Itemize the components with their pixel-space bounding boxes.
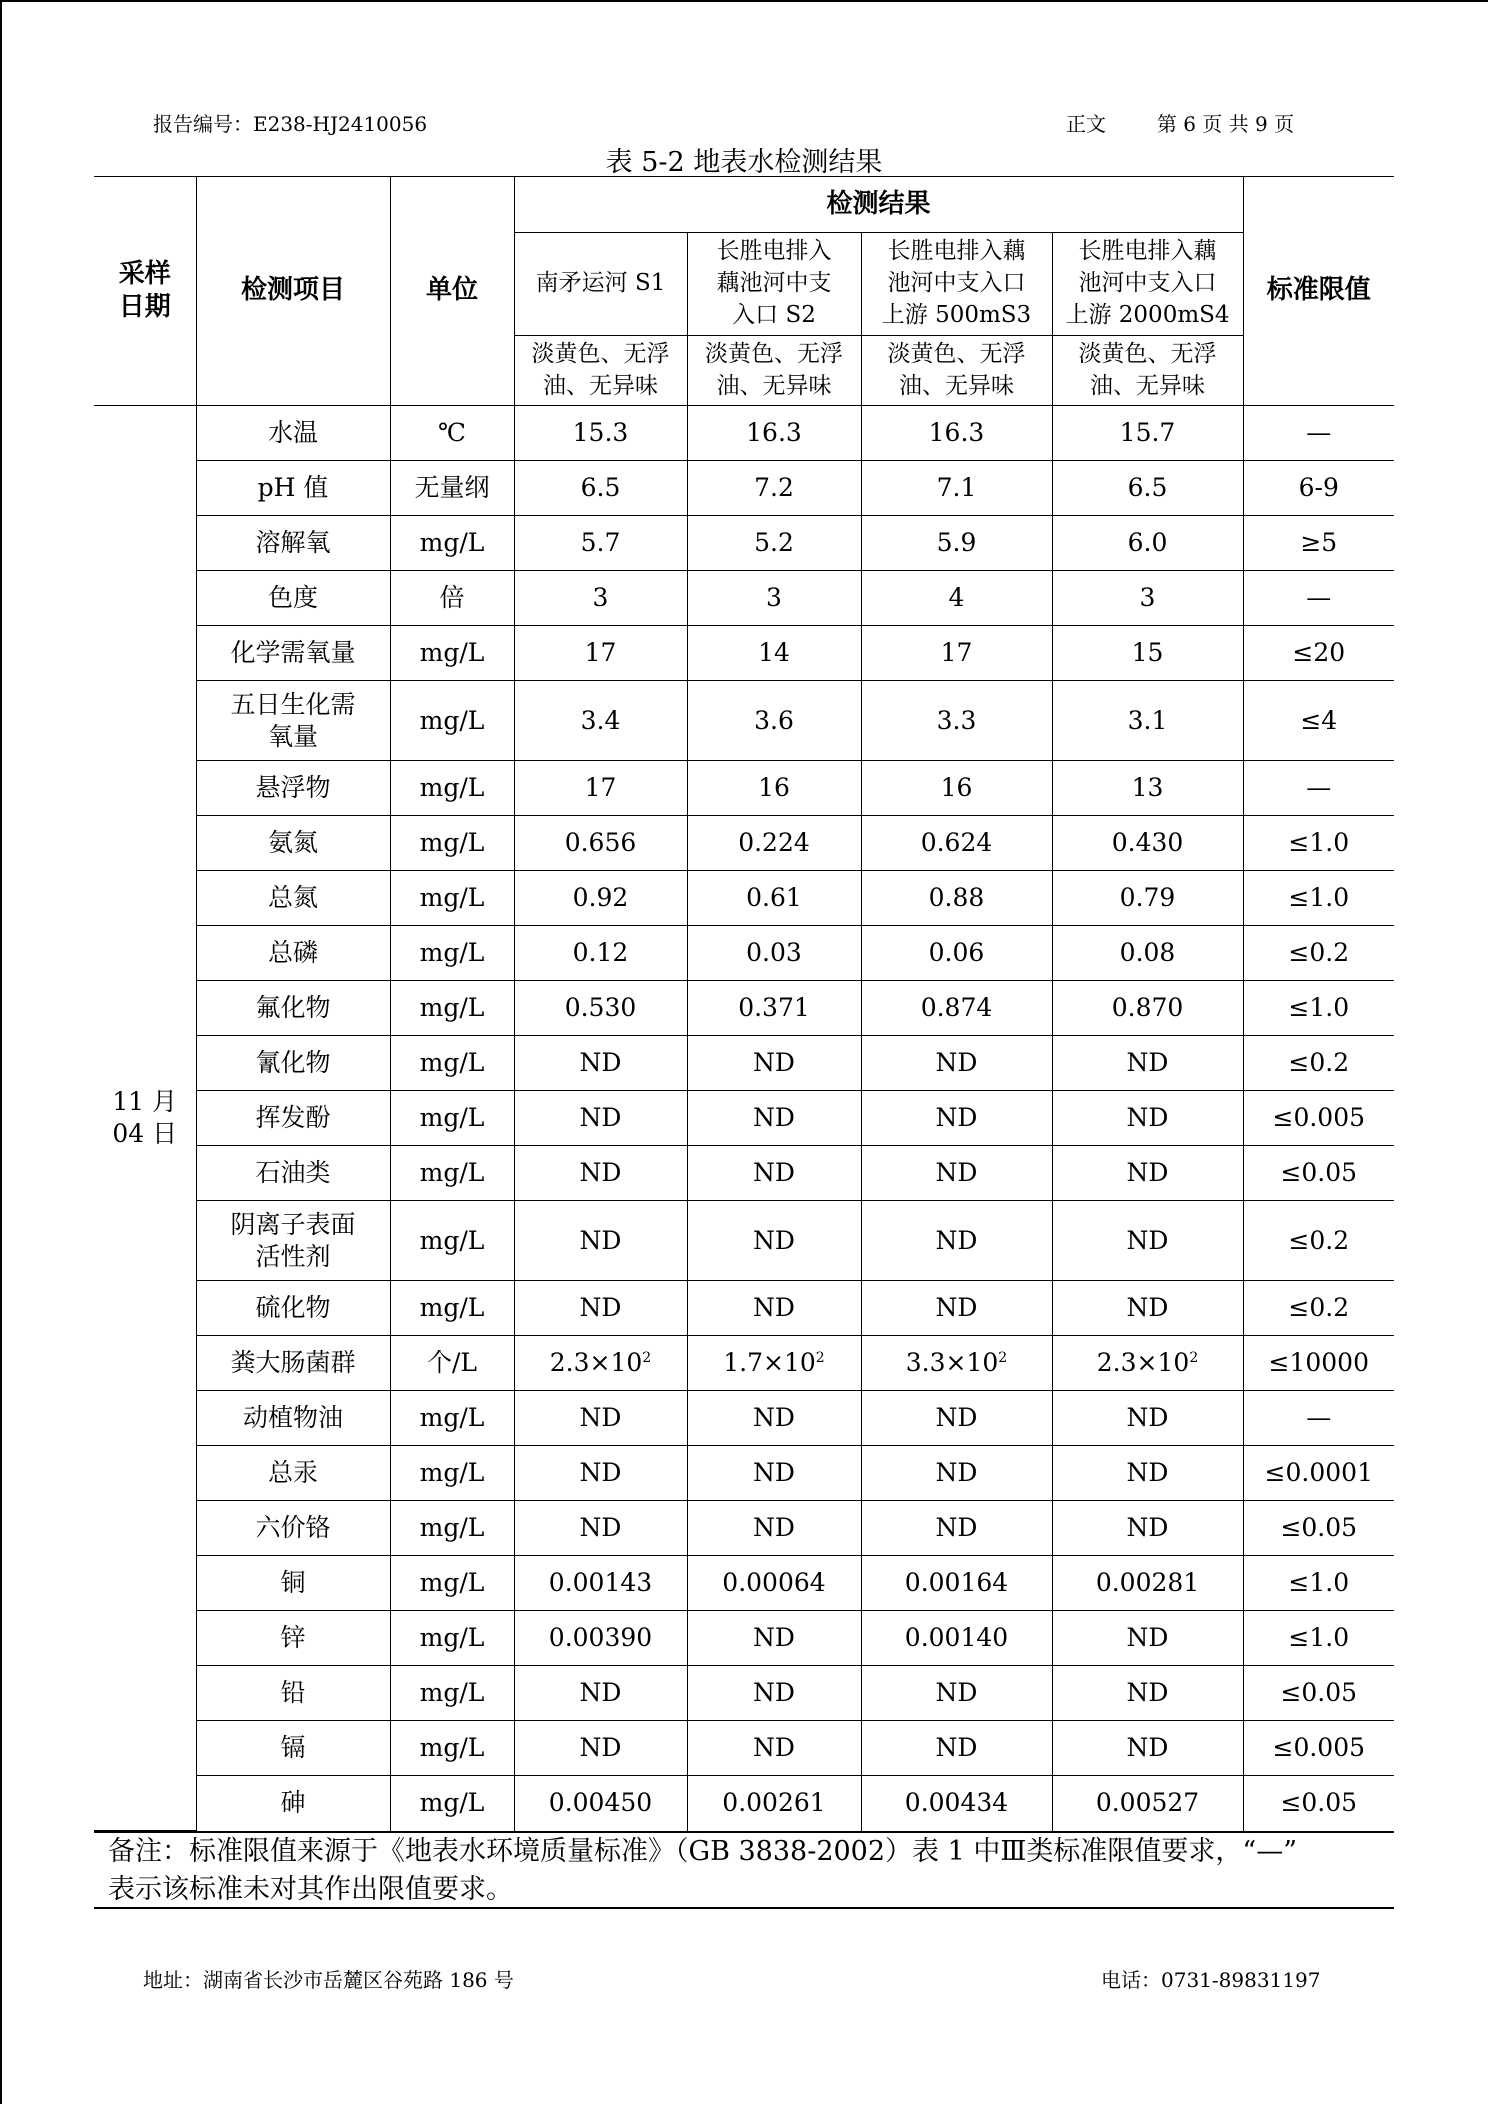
value-cell-s3: 5.9 [861, 516, 1052, 571]
value-cell-s4: 6.5 [1052, 461, 1243, 516]
unit-cell: mg/L [390, 981, 514, 1036]
value-cell-s2: 14 [687, 626, 861, 681]
site-name-s2 [687, 233, 861, 336]
value-cell-s1: 17 [514, 761, 687, 816]
value-cell-s3: 17 [861, 626, 1052, 681]
item-cell [196, 1556, 390, 1611]
value-base: 3.3×10 [905, 1348, 999, 1377]
appearance-text: 淡黄色、无浮 油、无异味 [705, 340, 843, 399]
standard-cell: ≤0.005 [1243, 1721, 1394, 1776]
standard-cell: ≤0.2 [1243, 926, 1394, 981]
value-cell-s3: 0.88 [861, 871, 1052, 926]
standard-cell: — [1243, 571, 1394, 626]
unit-cell: mg/L [390, 1721, 514, 1776]
footer-address: 地址：湖南省长沙市岳麓区谷苑路 186 号 [143, 1968, 514, 1992]
value-cell-s3: 0.00140 [861, 1611, 1052, 1666]
unit-cell: mg/L [390, 516, 514, 571]
table-row [94, 1556, 1394, 1611]
item-text: 铅 [280, 1678, 306, 1707]
value-cell-s2: ND [687, 1391, 861, 1446]
value-cell-s2: 0.03 [687, 926, 861, 981]
value-cell-s4: 0.870 [1052, 981, 1243, 1036]
value-cell-s4: 3 [1052, 571, 1243, 626]
unit-cell: mg/L [390, 626, 514, 681]
table-row [94, 516, 1394, 571]
table-row [94, 761, 1394, 816]
value-cell-s1: 0.00143 [514, 1556, 687, 1611]
value-cell-s2: ND [687, 1201, 861, 1281]
standard-cell: ≤1.0 [1243, 1611, 1394, 1666]
standard-cell: ≤1.0 [1243, 871, 1394, 926]
item-text: 总氮 [267, 883, 318, 912]
standard-cell: — [1243, 406, 1394, 461]
standard-cell: ≤0.005 [1243, 1091, 1394, 1146]
item-cell [196, 1336, 390, 1391]
unit-cell: mg/L [390, 1146, 514, 1201]
col-header-sample-date [94, 177, 196, 406]
item-cell [196, 761, 390, 816]
value-base: 2.3×10 [549, 1348, 643, 1377]
standard-cell: ≤0.05 [1243, 1146, 1394, 1201]
value-cell-s1: 0.530 [514, 981, 687, 1036]
appearance-text: 淡黄色、无浮 油、无异味 [1078, 340, 1217, 399]
value-cell-s4: ND [1052, 1036, 1243, 1091]
value-cell-s1: ND [514, 1501, 687, 1556]
unit-cell: mg/L [390, 1201, 514, 1281]
item-text: 氨氮 [267, 828, 318, 857]
value-cell-s3 [861, 1336, 1052, 1391]
value-cell-s4: ND [1052, 1721, 1243, 1776]
value-cell-s3: 3.3 [861, 681, 1052, 761]
unit-cell: mg/L [390, 871, 514, 926]
value-cell-s4: ND [1052, 1666, 1243, 1721]
value-cell-s3: ND [861, 1281, 1052, 1336]
value-cell-s3: ND [861, 1391, 1052, 1446]
unit-cell: mg/L [390, 681, 514, 761]
site-name-s4 [1052, 233, 1243, 336]
value-cell-s2: 0.00064 [687, 1556, 861, 1611]
standard-cell: ≤0.2 [1243, 1201, 1394, 1281]
standard-cell: ≤0.0001 [1243, 1446, 1394, 1501]
item-text: 氰化物 [255, 1048, 331, 1077]
unit-cell: mg/L [390, 1556, 514, 1611]
item-text: 锌 [280, 1623, 306, 1652]
value-exponent: 2 [1189, 1350, 1199, 1366]
value-cell-s4: 0.08 [1052, 926, 1243, 981]
item-text: 铜 [280, 1568, 306, 1597]
value-cell-s2: ND [687, 1036, 861, 1091]
site-name-s1 [514, 233, 687, 336]
value-cell-s3: ND [861, 1666, 1052, 1721]
standard-cell: ≥5 [1243, 516, 1394, 571]
value-base: 2.3×10 [1096, 1348, 1190, 1377]
col-header-results: 检测结果 [514, 177, 1243, 233]
value-cell-s4: ND [1052, 1146, 1243, 1201]
value-cell-s3: ND [861, 1091, 1052, 1146]
standard-cell: ≤4 [1243, 681, 1394, 761]
value-cell-s2: ND [687, 1666, 861, 1721]
value-cell-s2: ND [687, 1091, 861, 1146]
unit-cell: 无量纲 [390, 461, 514, 516]
value-cell-s2: 7.2 [687, 461, 861, 516]
appearance-s4 [1052, 336, 1243, 406]
unit-cell: 个/L [390, 1336, 514, 1391]
item-cell [196, 1666, 390, 1721]
table-row [94, 1146, 1394, 1201]
unit-cell: mg/L [390, 816, 514, 871]
value-cell-s4: 15 [1052, 626, 1243, 681]
table-row [94, 1091, 1394, 1146]
table-row [94, 1666, 1394, 1721]
item-cell [196, 1201, 390, 1281]
item-cell [196, 926, 390, 981]
unit-cell: mg/L [390, 1611, 514, 1666]
value-cell-s2: ND [687, 1446, 861, 1501]
value-cell-s4: ND [1052, 1446, 1243, 1501]
site-name-s3 [861, 233, 1052, 336]
value-cell-s2: 5.2 [687, 516, 861, 571]
item-cell [196, 1611, 390, 1666]
standard-cell: ≤1.0 [1243, 1556, 1394, 1611]
footer-phone: 电话：0731-89831197 [1101, 1968, 1321, 1992]
value-cell-s2: ND [687, 1611, 861, 1666]
value-cell-s3: 7.1 [861, 461, 1052, 516]
site-name-text: 长胜电排入藕 池河中支入口 上游 2000mS4 [1065, 238, 1230, 328]
value-cell-s1: 0.00450 [514, 1776, 687, 1831]
value-cell-s4: ND [1052, 1281, 1243, 1336]
table-row [94, 1036, 1394, 1091]
results-table [94, 176, 1394, 1831]
value-cell-s1 [514, 1336, 687, 1391]
value-cell-s3: ND [861, 1721, 1052, 1776]
item-text: 总磷 [267, 938, 318, 967]
table-row [94, 1391, 1394, 1446]
item-text: 镉 [280, 1733, 306, 1762]
item-text: 氟化物 [255, 993, 331, 1022]
value-cell-s1: ND [514, 1391, 687, 1446]
item-text: 动植物油 [242, 1403, 343, 1432]
value-cell-s3: ND [861, 1446, 1052, 1501]
item-cell [196, 461, 390, 516]
standard-cell: ≤1.0 [1243, 981, 1394, 1036]
table-row [94, 571, 1394, 626]
table-row [94, 1501, 1394, 1556]
item-cell [196, 1501, 390, 1556]
value-cell-s3: 0.00164 [861, 1556, 1052, 1611]
item-text: 色度 [267, 583, 318, 612]
standard-cell: ≤0.2 [1243, 1281, 1394, 1336]
value-cell-s1: 0.656 [514, 816, 687, 871]
item-text: 阴离子表面 活性剂 [230, 1209, 356, 1271]
value-cell-s3: ND [861, 1201, 1052, 1281]
item-text: 粪大肠菌群 [230, 1348, 356, 1377]
value-exponent: 2 [998, 1350, 1008, 1366]
page-border-left [0, 0, 2, 2104]
item-text: 六价铬 [255, 1513, 331, 1542]
value-cell-s4: 15.7 [1052, 406, 1243, 461]
value-cell-s4 [1052, 1336, 1243, 1391]
value-cell-s1: ND [514, 1036, 687, 1091]
standard-cell: ≤10000 [1243, 1336, 1394, 1391]
standard-cell: ≤0.05 [1243, 1776, 1394, 1831]
value-cell-s2: 0.371 [687, 981, 861, 1036]
col-header-standard: 标准限值 [1243, 177, 1394, 406]
table-row [94, 1611, 1394, 1666]
item-cell [196, 1036, 390, 1091]
value-cell-s4: 3.1 [1052, 681, 1243, 761]
table-row [94, 1281, 1394, 1336]
item-text: 石油类 [255, 1158, 331, 1187]
value-cell-s4: ND [1052, 1501, 1243, 1556]
value-cell-s4: ND [1052, 1091, 1243, 1146]
item-cell [196, 871, 390, 926]
value-cell-s1: 5.7 [514, 516, 687, 571]
value-base: 1.7×10 [723, 1348, 816, 1377]
remarks-text: 备注：标准限值来源于《地表水环境质量标准》（GB 3838-2002）表 1 中Ⅲ类标准限值要求，“—” 表示该标准未对其作出限值要求。 [108, 1836, 1298, 1905]
value-cell-s2: ND [687, 1281, 861, 1336]
item-text: 化学需氧量 [230, 638, 356, 667]
col-header-item: 检测项目 [196, 177, 390, 406]
unit-cell: mg/L [390, 1446, 514, 1501]
sample-date-text: 11 月 04 日 [112, 1087, 178, 1148]
item-text: 挥发酚 [255, 1103, 331, 1132]
value-exponent: 2 [642, 1350, 652, 1366]
site-name-text: 长胜电排入 藕池河中支 入口 S2 [716, 238, 832, 328]
value-cell-s1: 0.92 [514, 871, 687, 926]
value-cell-s1: 15.3 [514, 406, 687, 461]
value-cell-s3: 0.874 [861, 981, 1052, 1036]
value-cell-s1: 0.00390 [514, 1611, 687, 1666]
value-cell-s3: ND [861, 1501, 1052, 1556]
report-number: 报告编号：E238-HJ2410056 [153, 112, 428, 136]
item-text: 悬浮物 [255, 773, 331, 802]
item-cell [196, 571, 390, 626]
remarks-note [94, 1831, 1394, 1909]
value-cell-s4: 0.00281 [1052, 1556, 1243, 1611]
item-cell [196, 406, 390, 461]
header-row-1 [94, 177, 1394, 233]
table-row [94, 981, 1394, 1036]
site-name-text: 长胜电排入藕 池河中支入口 上游 500mS3 [881, 238, 1032, 328]
value-cell-s1: ND [514, 1146, 687, 1201]
appearance-s3 [861, 336, 1052, 406]
table-row [94, 461, 1394, 516]
value-cell-s4: 0.79 [1052, 871, 1243, 926]
value-cell-s3: 16 [861, 761, 1052, 816]
table-row [94, 1336, 1394, 1391]
value-cell-s1: ND [514, 1091, 687, 1146]
appearance-s1 [514, 336, 687, 406]
standard-cell: ≤0.2 [1243, 1036, 1394, 1091]
value-cell-s1: ND [514, 1666, 687, 1721]
value-cell-s1: ND [514, 1281, 687, 1336]
item-cell [196, 626, 390, 681]
value-cell-s4: 0.00527 [1052, 1776, 1243, 1831]
value-cell-s1: 17 [514, 626, 687, 681]
table-row [94, 926, 1394, 981]
page-border-top [0, 0, 1488, 2]
item-cell [196, 1281, 390, 1336]
table-row [94, 816, 1394, 871]
unit-cell: mg/L [390, 1281, 514, 1336]
value-cell-s1: 3.4 [514, 681, 687, 761]
value-cell-s3: 16.3 [861, 406, 1052, 461]
item-cell [196, 1146, 390, 1201]
value-cell-s1: 0.12 [514, 926, 687, 981]
unit-cell: mg/L [390, 1391, 514, 1446]
value-cell-s3: 0.624 [861, 816, 1052, 871]
value-cell-s2: 16 [687, 761, 861, 816]
value-cell-s2: ND [687, 1501, 861, 1556]
item-text: 砷 [280, 1788, 306, 1818]
item-text: 硫化物 [255, 1293, 331, 1322]
unit-cell: mg/L [390, 1666, 514, 1721]
table-row [94, 1776, 1394, 1831]
table-row [94, 1446, 1394, 1501]
sample-date-header-text: 采样 日期 [118, 258, 171, 322]
appearance-s2 [687, 336, 861, 406]
item-cell [196, 1391, 390, 1446]
value-cell-s4: ND [1052, 1391, 1243, 1446]
table-row [94, 406, 1394, 461]
value-cell-s2: 3.6 [687, 681, 861, 761]
unit-cell: 倍 [390, 571, 514, 626]
value-cell-s2: 16.3 [687, 406, 861, 461]
table-row [94, 871, 1394, 926]
table-row [94, 1721, 1394, 1776]
unit-cell: mg/L [390, 1091, 514, 1146]
item-cell [196, 681, 390, 761]
value-cell-s4: ND [1052, 1201, 1243, 1281]
table-title: 表 5-2 地表水检测结果 [605, 147, 883, 178]
item-text: 溶解氧 [255, 528, 331, 557]
col-header-unit: 单位 [390, 177, 514, 406]
item-cell [196, 816, 390, 871]
value-cell-s4: ND [1052, 1611, 1243, 1666]
value-cell-s2: 0.224 [687, 816, 861, 871]
item-text: 水温 [267, 418, 318, 447]
item-text: 总汞 [267, 1458, 318, 1487]
value-cell-s1: 3 [514, 571, 687, 626]
standard-cell: ≤0.05 [1243, 1666, 1394, 1721]
appearance-text: 淡黄色、无浮 油、无异味 [887, 340, 1026, 399]
value-cell-s1: 6.5 [514, 461, 687, 516]
table-row [94, 1201, 1394, 1281]
value-cell-s1: ND [514, 1721, 687, 1776]
value-cell-s1: ND [514, 1446, 687, 1501]
item-cell [196, 516, 390, 571]
item-cell [196, 1091, 390, 1146]
table-row [94, 626, 1394, 681]
standard-cell: — [1243, 761, 1394, 816]
item-text: 五日生化需 氧量 [230, 689, 356, 751]
unit-cell: mg/L [390, 1501, 514, 1556]
standard-cell: ≤1.0 [1243, 816, 1394, 871]
value-cell-s2: 0.61 [687, 871, 861, 926]
item-cell [196, 1776, 390, 1831]
site-name-text: 南矛运河 S1 [535, 270, 666, 297]
value-cell-s3: 0.00434 [861, 1776, 1052, 1831]
sample-date-cell [94, 406, 196, 1831]
unit-cell: ℃ [390, 406, 514, 461]
value-cell-s4: 6.0 [1052, 516, 1243, 571]
unit-cell: mg/L [390, 926, 514, 981]
value-cell-s3: ND [861, 1146, 1052, 1201]
standard-cell: — [1243, 1391, 1394, 1446]
unit-cell: mg/L [390, 1776, 514, 1831]
value-cell-s3: ND [861, 1036, 1052, 1091]
item-text: pH 值 [257, 473, 329, 502]
standard-cell: ≤20 [1243, 626, 1394, 681]
item-cell [196, 981, 390, 1036]
value-cell-s4: 13 [1052, 761, 1243, 816]
value-cell-s3: 0.06 [861, 926, 1052, 981]
unit-cell: mg/L [390, 1036, 514, 1091]
value-cell-s2: 3 [687, 571, 861, 626]
standard-cell: 6-9 [1243, 461, 1394, 516]
value-cell-s2 [687, 1336, 861, 1391]
value-cell-s2: ND [687, 1721, 861, 1776]
value-cell-s1: ND [514, 1201, 687, 1281]
value-cell-s3: 4 [861, 571, 1052, 626]
unit-cell: mg/L [390, 761, 514, 816]
page-indicator: 正文 第 6 页 共 9 页 [1066, 112, 1295, 136]
value-cell-s2: ND [687, 1146, 861, 1201]
value-cell-s2: 0.00261 [687, 1776, 861, 1831]
appearance-text: 淡黄色、无浮 油、无异味 [531, 340, 670, 399]
item-cell [196, 1721, 390, 1776]
item-cell [196, 1446, 390, 1501]
value-exponent: 2 [815, 1350, 825, 1366]
table-row [94, 681, 1394, 761]
value-cell-s4: 0.430 [1052, 816, 1243, 871]
standard-cell: ≤0.05 [1243, 1501, 1394, 1556]
